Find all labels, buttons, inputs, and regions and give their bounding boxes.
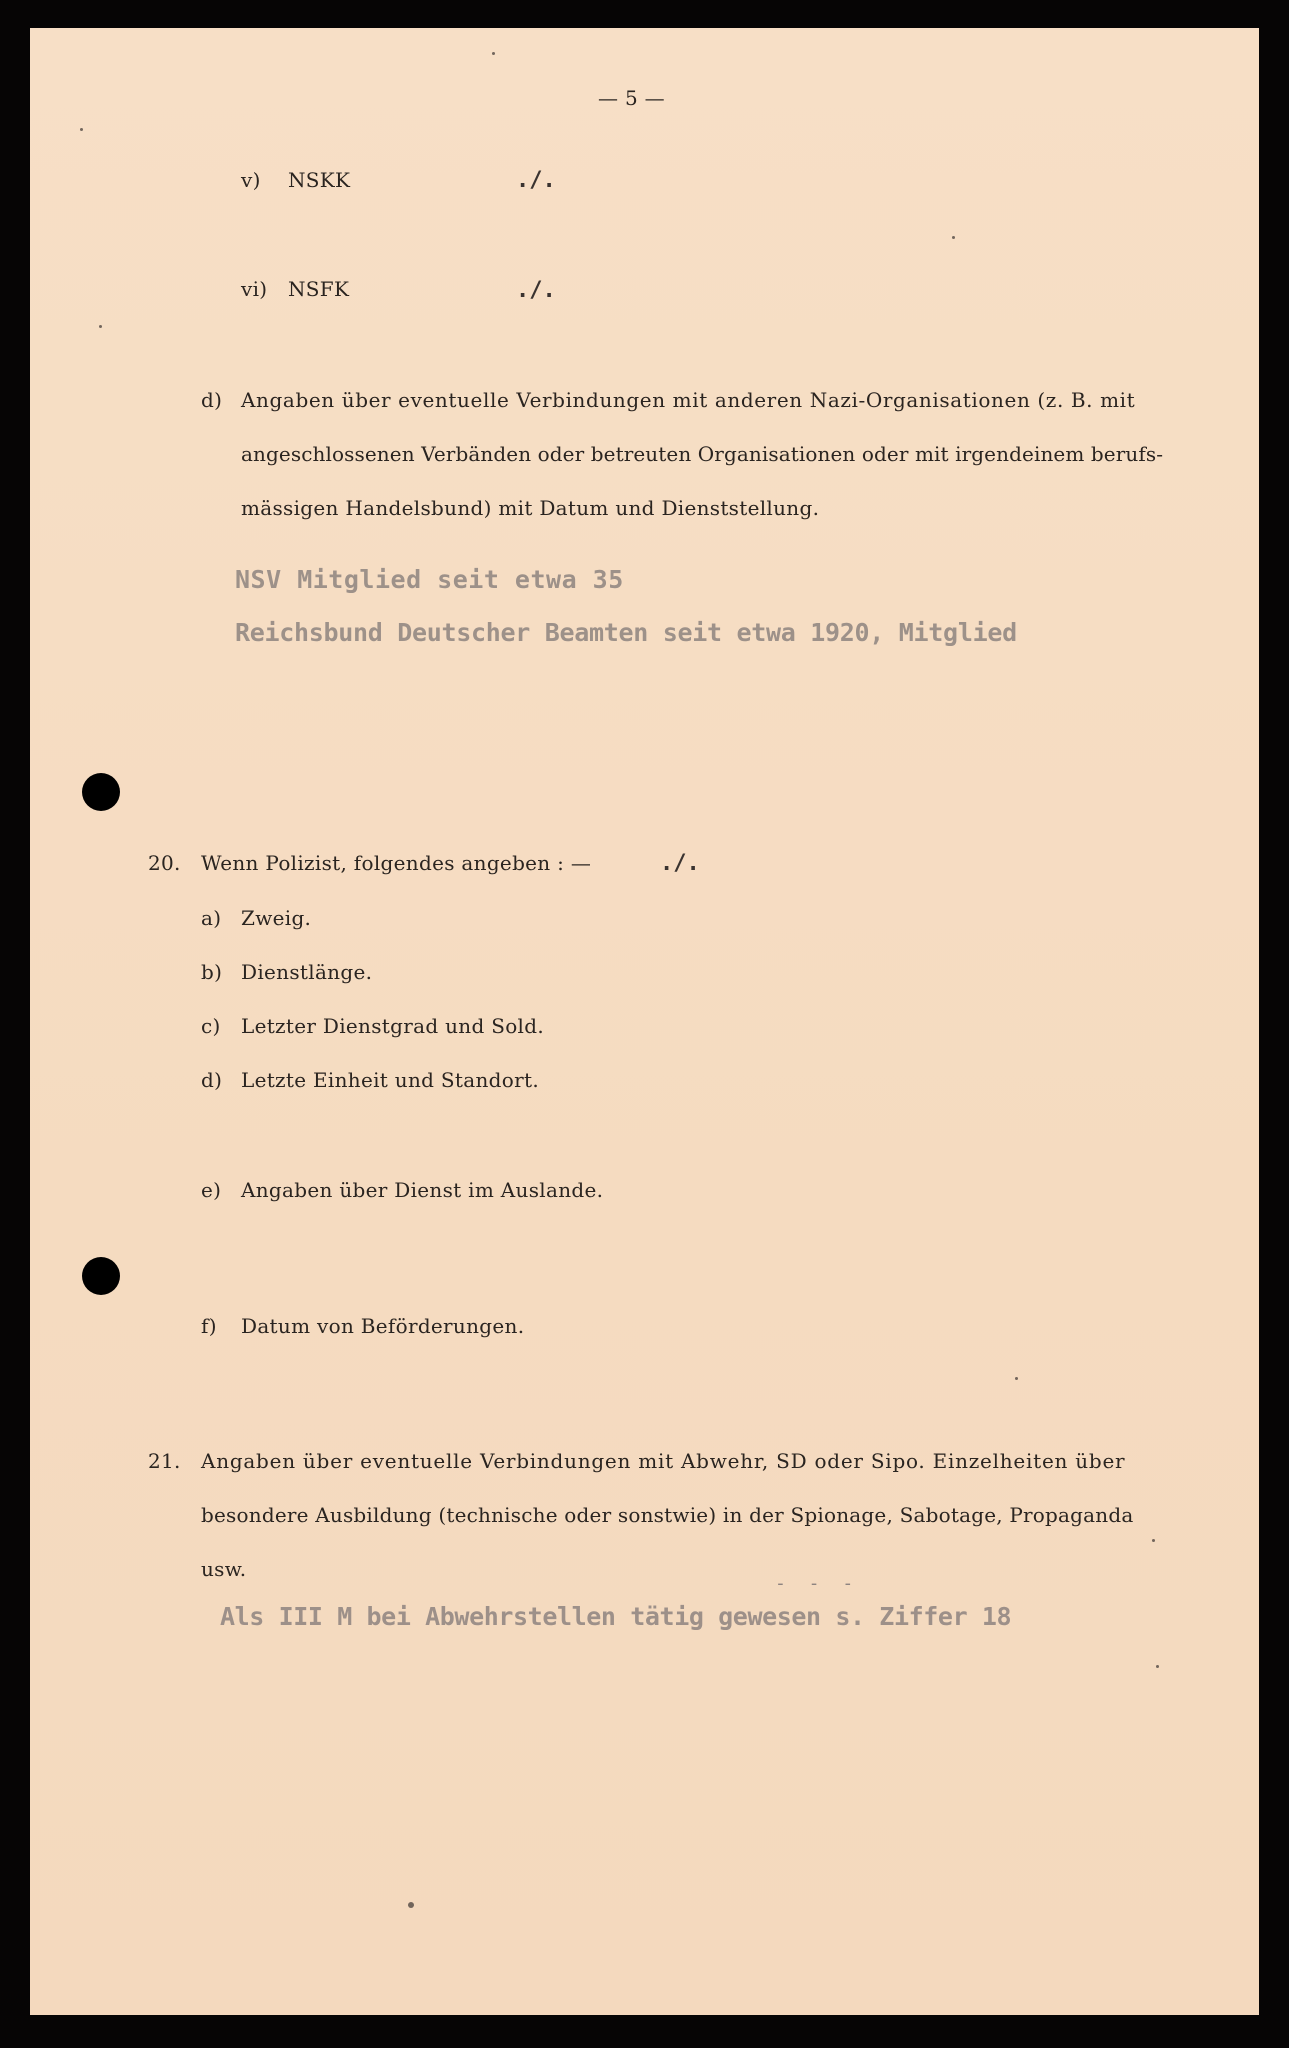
paper-speck bbox=[952, 236, 955, 239]
item-d-line2: angeschlossenen Verbänden oder betreuten Organisationen oder mit irgendeinem berufs- bbox=[241, 442, 1164, 466]
item-v-answer: ./. bbox=[516, 168, 556, 193]
q20-text: Wenn Polizist, folgendes angeben : — bbox=[201, 851, 592, 875]
q20-sub-d-marker: d) bbox=[201, 1068, 223, 1092]
q21-line2: besondere Ausbildung (technische oder sonstwie) in der Spionage, Sabotage, Propaganda bbox=[201, 1503, 1134, 1527]
paper-speck bbox=[408, 1902, 414, 1908]
punch-hole-top bbox=[82, 773, 120, 811]
paper-speck bbox=[99, 325, 102, 328]
q20-sub-d-text: Letzte Einheit und Standort. bbox=[241, 1068, 539, 1092]
q21-typed-answer: Als III M bei Abwehrstellen tätig gewesen s. Ziffer 18 bbox=[220, 1602, 1012, 1631]
typed-answer-d-line2: Reichsbund Deutscher Beamten seit etwa 1920, Mitglied bbox=[235, 618, 1017, 647]
q21-dash-marks: - - - bbox=[775, 1573, 860, 1594]
q20-sub-f-marker: f) bbox=[201, 1314, 217, 1338]
item-vi-answer: ./. bbox=[516, 278, 556, 303]
page-number: — 5 — bbox=[598, 86, 665, 110]
paper-speck bbox=[492, 52, 495, 55]
q20-sub-a-text: Zweig. bbox=[241, 906, 312, 930]
q21-line3: usw. bbox=[201, 1557, 247, 1581]
paper-speck bbox=[1152, 1539, 1155, 1542]
item-vi-marker: vi) bbox=[241, 277, 268, 301]
q20-sub-b-marker: b) bbox=[201, 960, 223, 984]
item-d-line3: mässigen Handelsbund) mit Datum und Dienststellung. bbox=[241, 496, 820, 520]
punch-hole-bottom bbox=[82, 1257, 120, 1295]
q20-sub-c-marker: c) bbox=[201, 1014, 221, 1038]
document-page bbox=[30, 28, 1259, 2015]
q20-sub-f-text: Datum von Beförderungen. bbox=[241, 1314, 525, 1338]
q21-line1: Angaben über eventuelle Verbindungen mit Abwehr, SD oder Sipo. Einzelheiten über bbox=[201, 1449, 1126, 1473]
item-d-marker: d) bbox=[201, 388, 223, 412]
q20-sub-a-marker: a) bbox=[201, 906, 222, 930]
q20-sub-c-text: Letzter Dienstgrad und Sold. bbox=[241, 1014, 544, 1038]
item-vi-label: NSFK bbox=[288, 277, 350, 301]
paper-speck bbox=[1015, 1377, 1018, 1380]
q20-sub-e-text: Angaben über Dienst im Auslande. bbox=[241, 1178, 604, 1202]
q21-number: 21. bbox=[148, 1449, 181, 1473]
item-v-label: NSKK bbox=[288, 168, 351, 192]
paper-speck bbox=[1156, 1665, 1159, 1668]
q20-sub-e-marker: e) bbox=[201, 1178, 222, 1202]
q20-number: 20. bbox=[148, 851, 181, 875]
paper-speck bbox=[80, 128, 83, 131]
item-v-marker: v) bbox=[241, 168, 261, 192]
q20-answer: ./. bbox=[660, 851, 700, 876]
q20-sub-b-text: Dienstlänge. bbox=[241, 960, 373, 984]
item-d-line1: Angaben über eventuelle Verbindungen mit anderen Nazi-Organisationen (z. B. mit bbox=[241, 388, 1136, 412]
typed-answer-d-line1: NSV Mitglied seit etwa 35 bbox=[235, 565, 624, 594]
